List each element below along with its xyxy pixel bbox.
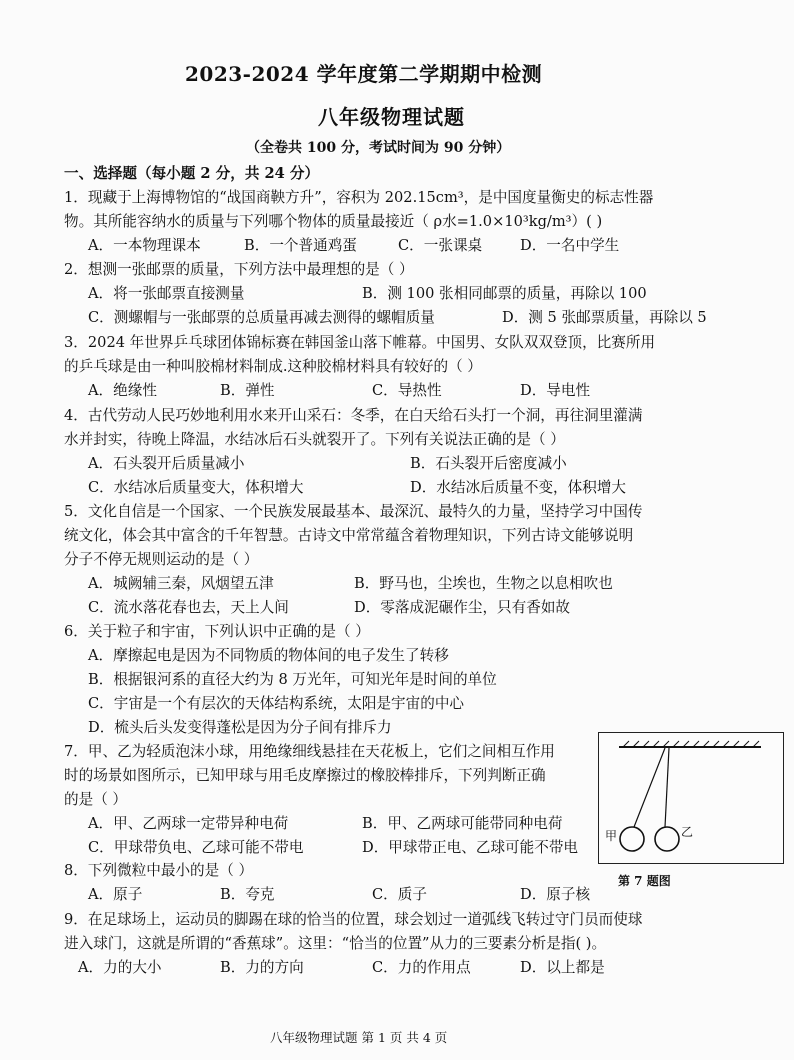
label-yi: 乙: [681, 825, 694, 839]
question-3-option-a: A．绝缘性: [88, 382, 157, 399]
question-1-stem-line1: 1．现藏于上海博物馆的“战国商鞅方升”，容积为 202.15cm³，是中国度量衡史的标志性器: [64, 189, 654, 206]
question-3-option-d: D．导电性: [520, 382, 591, 399]
question-5-stem-line2: 统文化，体会其中富含的千年智慧。古诗文中常常蕴含着物理知识，下列古诗文能够说明: [64, 527, 634, 544]
question-9-option-c: C．力的作用点: [372, 959, 471, 976]
question-1-option-a: A．一本物理课本: [88, 237, 201, 254]
question-7-option-c: C．甲球带负电、乙球可能不带电: [88, 839, 304, 856]
question-2-option-c: C．测螺帽与一张邮票的总质量再减去测得的螺帽质量: [88, 309, 435, 326]
question-2-option-d: D．测 5 张邮票质量，再除以 5: [502, 309, 707, 326]
question-4-option-c: C．水结冰后质量变大，体积增大: [88, 479, 304, 496]
question-2-option-b: B．测 100 张相同邮票的质量，再除以 100: [362, 285, 647, 302]
question-5-stem-line1: 5．文化自信是一个国家、一个民族发展最基本、最深沉、最特久的力量，坚持学习中国传: [64, 503, 643, 520]
question-1-stem-line2: 物。其所能容纳水的质量与下列哪个物体的质量最接近（ ρ水=1.0×10³kg/m³）( ): [64, 213, 603, 230]
question-3-option-b: B．弹性: [220, 382, 275, 399]
question-8-option-d: D．原子核: [520, 886, 591, 903]
figure-7-caption: 第 7 题图: [618, 874, 671, 888]
question-4-option-b: B．石头裂开后密度减小: [410, 455, 567, 472]
exam-subtitle: 八年级物理试题: [318, 105, 465, 129]
question-5-option-b: B．野马也，尘埃也，生物之以息相吹也: [354, 575, 613, 592]
question-2-option-a: A．将一张邮票直接测量: [88, 285, 245, 302]
question-4-stem-line2: 水并封实，待晚上降温，水结冰后石头就裂开了。下列有关说法正确的是（ ）: [64, 431, 565, 448]
question-7-stem-line1: 7．甲、乙为轻质泡沫小球，用绝缘细线悬挂在天花板上，它们之间相互作用: [64, 743, 555, 760]
figure-7: [598, 732, 784, 864]
exam-note: （全卷共 100 分，考试时间为 90 分钟）: [246, 140, 511, 156]
question-6-option-d: D．梳头后头发变得蓬松是因为分子间有排斥力: [88, 719, 392, 736]
question-9-option-a: A．力的大小: [78, 959, 162, 976]
exam-title: 2023-2024 学年度第二学期期中检测: [185, 62, 543, 86]
question-4-option-a: A．石头裂开后质量减小: [88, 455, 245, 472]
question-8-stem: 8．下列微粒中最小的是（ ）: [64, 862, 254, 879]
question-8-option-a: A．原子: [88, 886, 143, 903]
string-yi: [665, 748, 669, 827]
question-4-option-d: D．水结冰后质量不变，体积增大: [410, 479, 627, 496]
ball-yi: [655, 827, 679, 851]
string-jia: [634, 748, 665, 827]
question-3-stem-line1: 3．2024 年世界乒乓球团体锦标赛在韩国釜山落下帷幕。中国男、女队双双登顶，比赛所用: [64, 334, 656, 351]
question-9-stem-line1: 9．在足球场上，运动员的脚踢在球的恰当的位置，球会划过一道弧线飞转过守门员而使球: [64, 911, 643, 928]
question-1-option-c: C．一张课桌: [398, 237, 483, 254]
question-1-option-b: B．一个普通鸡蛋: [244, 237, 357, 254]
question-5-option-a: A．城阙辅三秦，风烟望五津: [88, 575, 274, 592]
question-9-option-b: B．力的方向: [220, 959, 304, 976]
question-7-option-b: B．甲、乙两球可能带同种电荷: [362, 815, 563, 832]
question-9-option-d: D．以上都是: [520, 959, 605, 976]
figure-7-diagram: [599, 733, 783, 863]
question-3-stem-line2: 的乒乓球是由一种叫胶棉材料制成.这种胶棉材料具有较好的（ ）: [64, 358, 482, 375]
question-6-option-b: B．根据银河系的直径大约为 8 万光年，可知光年是时间的单位: [88, 671, 497, 688]
question-1-option-d: D．一名中学生: [520, 237, 620, 254]
question-5-stem-line3: 分子不停无规则运动的是（ ）: [64, 551, 259, 568]
question-7-stem-line2: 时的场景如图所示，已知甲球与用毛皮摩擦过的橡胶棒排斥，下列判断正确: [64, 767, 546, 784]
question-6-option-c: C．宇宙是一个有层次的天体结构系统，太阳是宇宙的中心: [88, 695, 465, 712]
ball-jia: [620, 827, 644, 851]
question-7-option-a: A．甲、乙两球一定带异种电荷: [88, 815, 289, 832]
question-6-stem: 6．关于粒子和宇宙，下列认识中正确的是（ ）: [64, 623, 370, 640]
question-8-option-c: C．质子: [372, 886, 427, 903]
question-6-option-a: A．摩擦起电是因为不同物质的物体间的电子发生了转移: [88, 647, 449, 664]
question-8-option-b: B．夸克: [220, 886, 275, 903]
question-7-option-d: D．甲球带正电、乙球可能不带电: [362, 839, 579, 856]
question-2-stem: 2．想测一张邮票的质量，下列方法中最理想的是（ ）: [64, 261, 414, 278]
question-4-stem-line1: 4．古代劳动人民巧妙地利用水来开山采石：冬季，在白天给石头打一个洞，再往洞里灌满: [64, 407, 643, 424]
label-jia: 甲: [605, 829, 618, 843]
page-footer: 八年级物理试题 第 1 页 共 4 页: [270, 1030, 448, 1045]
section-heading: 一、选择题（每小题 2 分，共 24 分）: [64, 165, 320, 182]
question-9-stem-line2: 进入球门，这就是所谓的“香蕉球”。这里：“恰当的位置”从力的三要素分析是指( )。: [64, 935, 607, 952]
question-5-option-d: D．零落成泥碾作尘，只有香如故: [354, 599, 571, 616]
question-7-stem-line3: 的是（ ）: [64, 791, 128, 808]
question-5-option-c: C．流水落花春也去，天上人间: [88, 599, 289, 616]
question-3-option-c: C．导热性: [372, 382, 442, 399]
